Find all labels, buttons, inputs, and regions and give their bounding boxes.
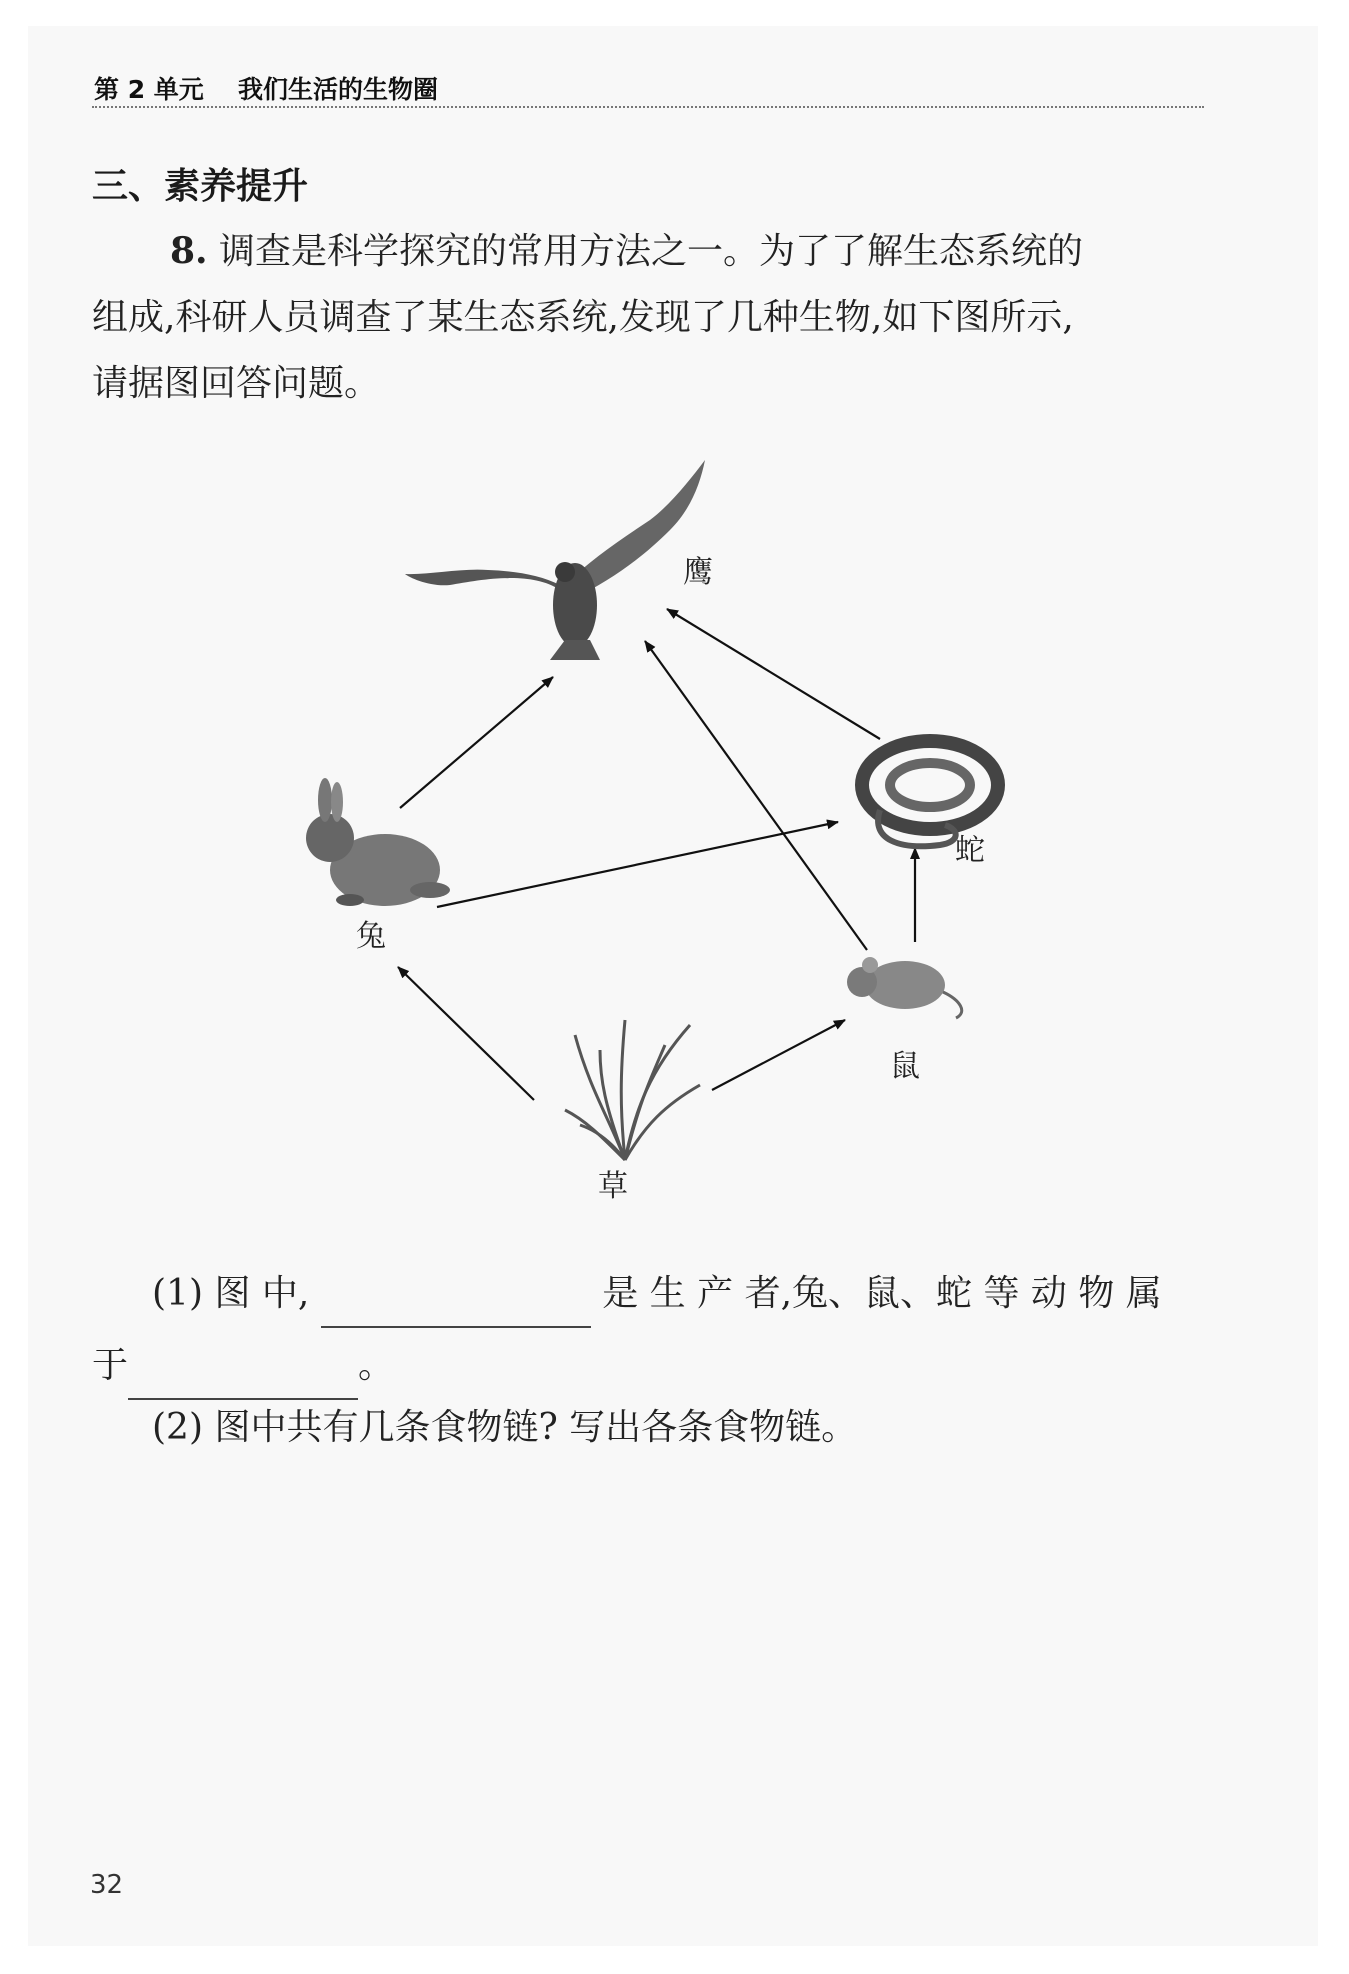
snake-icon <box>862 741 998 846</box>
sub-question-1-line-2 <box>92 1334 1212 1400</box>
arrow-grass-rabbit <box>398 967 534 1100</box>
sub-question-1-end: 。 <box>358 1345 395 1386</box>
sub-question-1-cont: 于 <box>92 1345 129 1386</box>
rabbit-label: 兔 <box>356 919 386 954</box>
hawk-label: 鹰 <box>683 555 713 590</box>
sub-question-1-line-1 <box>92 1262 1212 1328</box>
answer-blank-consumer[interactable] <box>128 1334 358 1400</box>
snake-label: 蛇 <box>955 833 985 868</box>
arrow-rabbit-hawk <box>400 677 553 808</box>
arrow-rabbit-snake <box>437 822 838 907</box>
mouse-label: 鼠 <box>890 1049 920 1084</box>
hawk-icon <box>405 460 705 660</box>
grass-label: 草 <box>598 1169 628 1204</box>
rabbit-icon <box>306 778 450 906</box>
arrow-mouse-hawk <box>645 641 867 950</box>
question-number: 8. <box>170 230 208 272</box>
mouse-icon <box>847 957 962 1018</box>
unit-title: 我们生活的生物圈 <box>238 75 439 104</box>
arrow-grass-mouse <box>712 1020 845 1090</box>
sub-question-2-text: (2) 图中共有几条食物链? 写出各条食物链。 <box>152 1407 858 1448</box>
grass-icon <box>565 1020 700 1160</box>
sub-question-1-text: 是 生 产 者,兔、鼠、蛇 等 动 物 属 <box>602 1273 1162 1314</box>
arrows <box>398 609 915 1100</box>
unit-number: 第 2 单元 <box>94 75 204 104</box>
question-line-3: 请据图回答问题。 <box>92 363 381 404</box>
arrow-snake-hawk <box>667 609 880 739</box>
answer-blank-producer[interactable] <box>321 1262 591 1328</box>
question-text-1: 调查是科学探究的常用方法之一。为了了解生态系统的 <box>219 231 1084 272</box>
section-title: 三、素养提升 <box>92 166 309 207</box>
sub-question-1-label: (1) 图 中, <box>152 1273 310 1314</box>
sub-question-2 <box>92 1396 1212 1460</box>
question-line-2: 组成,科研人员调查了某生态系统,发现了几种生物,如下图所示, <box>92 297 1074 338</box>
page-number: 32 <box>90 1870 124 1900</box>
